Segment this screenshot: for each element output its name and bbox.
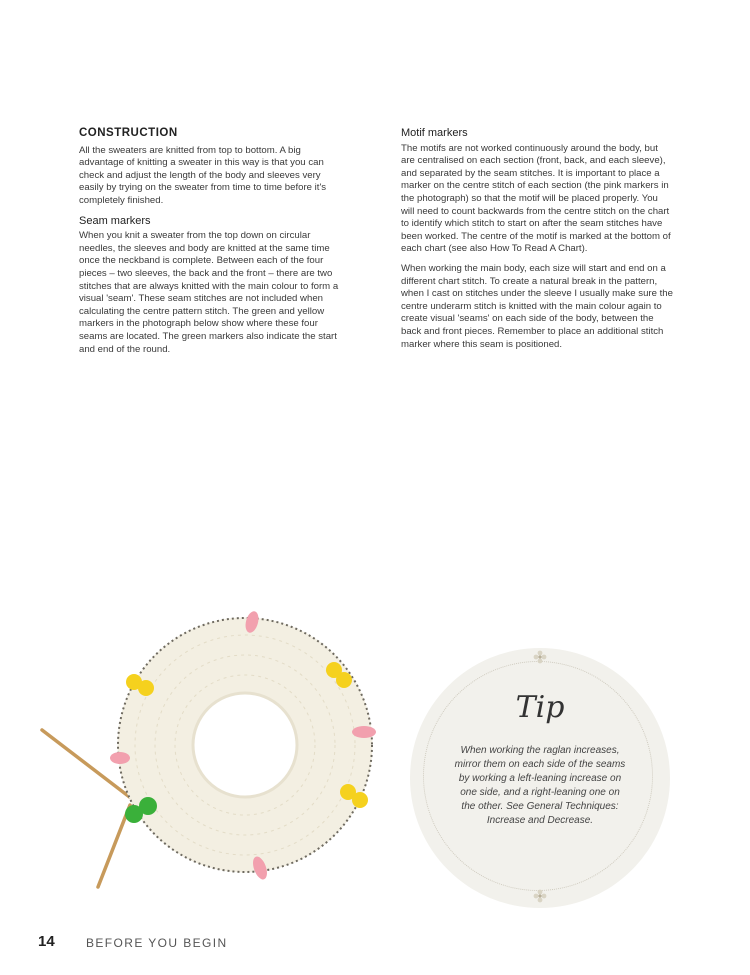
left-column [79, 127, 347, 363]
tip-text: When working the raglan increases, mirror them on each side of the seams by working a left-leaning increase on one side, and a right-leaning one on the other. See General Techniques: Increase and Decrease. [454, 745, 626, 826]
pink-marker-right [352, 726, 376, 738]
motif-markers-paragraph-2: When working the main body, each size will start and end on a different chart stitch. To create a natural break in the pattern, when I cast on stitches under the sleeve I usually make sure the centre underarm stitch is knitted with the main colour again to create visual 'seams' on each side of the body, between the back and front pieces. Remember to place an additional stitch marker where this seam is positioned. [401, 262, 673, 350]
ring-inner-edge [193, 693, 297, 797]
knitting-photo [30, 600, 400, 900]
tip-title: Tip [515, 690, 565, 725]
seam-markers-heading: Seam markers [79, 214, 151, 227]
pink-marker-left [110, 752, 130, 764]
flower-icon-bottom [533, 889, 547, 903]
needle-bottom [98, 805, 130, 887]
motif-markers-paragraph-1: The motifs are not worked continuously around the body, but are centralised on each section (front, back, and each sleeve), and separated by the seam stitches. It is important to place a marker on the centre stitch of each section (the pink markers in the photograph) so that the motif will be placed properly. You will need to count backwards from the centre stitch on the chart to identify which stitch to start on after the seam stitches have been worked. The centre of the motif is marked at the bottom of each chart (see also How To Read A Chart). [401, 142, 671, 255]
construction-paragraph: All the sweaters are knitted from top to bottom. A big advantage of knitting a sweater in this way is that you can check and adjust the length of the body and sleeves very easily by trying on the sweater from time to time before it's completely finished. [79, 144, 327, 206]
flower-icon-top [533, 650, 547, 664]
section-title: BEFORE YOU BEGIN [86, 936, 228, 950]
page-number: 14 [38, 933, 55, 950]
seam-markers-paragraph: When you knit a sweater from the top down on circular needles, the sleeves and body are knitted at the same time once the neckband is complete. Between each of the four pieces – two sleeves, the back and the front – there are two stitches that are always knitted with the main colour to form a visual 'seam'. These seam stitches are not included when calculating the centre pattern stitch. The green and yellow markers in the photograph below show where these four seams are located. The green markers also indicate the start and end of the round. [79, 230, 339, 355]
construction-heading: CONSTRUCTION [79, 127, 178, 139]
right-column [401, 127, 673, 358]
knitted-ring [155, 655, 335, 835]
motif-markers-heading: Motif markers [401, 127, 468, 139]
